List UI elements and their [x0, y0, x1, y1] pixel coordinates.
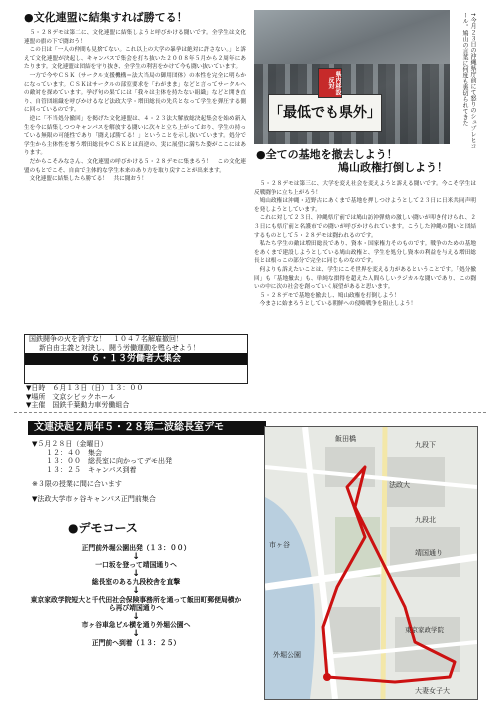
course-step: 東京家政学院短大と千代田社会保険事務所を通って飯田町郵便局横から再び靖国通りへ: [30, 595, 242, 613]
article-title-bunka-renmei: ●文化連盟に結集すれば勝てる！: [24, 11, 188, 24]
route-start-marker: [323, 673, 331, 681]
paragraph: 文化連盟に結集したら勝てる！ 共に闘おう！: [29, 176, 148, 183]
photo-sign-small: 県内移設反対: [318, 68, 342, 98]
map-label: 飯田橋: [335, 435, 356, 443]
paragraph: だからこそみなさん、文化連盟の呼びかける５・２８デモに集まろう！ この文化連盟のもとでこそ、自由で主体的な学生本来のあり方を取り戻すことが出来ます。: [24, 158, 246, 174]
article-body-kichi: [254, 180, 476, 372]
map-label: 東京家政学院: [405, 626, 444, 634]
paragraph: ５・２８デモは第二に、文化連盟に結集しようと呼びかける闘いです。全学生は文化連盟の旗の下で闘おう！: [24, 30, 246, 45]
map-label: 靖国通り: [415, 549, 443, 557]
moat-water: [265, 497, 315, 699]
article-title-kichi-line1: ●全ての基地を撤去しよう！: [256, 148, 398, 161]
notice-place: ▼場所 文京シビックホール: [26, 392, 115, 401]
photo-caption: ↑今月２３日の沖縄県庁前にて怒りのシュプレヒコール。鳩山の言葉に何度も裏切られてきた: [461, 12, 476, 150]
paragraph: 逆に「不当処分撤回」を掲げた文化連盟は、４・２３法大解放総決起集会を始め新入生を今に結集しつつキャンパスを解放する闘いに次々と立ち上がっており、学生の持っている無限の可能性であり「闘えば勝てる！」ということを示し抜いています。処分で学生から主体性を奪う増田総長やＣＳＫとは真逆の、実に展望に満ちた姿がここにはあります。: [24, 115, 246, 157]
paragraph: 今まさに始まろうとしている朝鮮への侵略戦争を阻止しよう！: [259, 301, 417, 308]
down-arrow-icon: ↓: [132, 568, 140, 579]
course-step: 市ヶ谷車急ビル横を通り外堀公園へ: [81, 621, 191, 630]
paragraph: 何よりも訴えたいことは、学生にこそ世界を変える力があるということです。「処分撤回」も「基地撤去」も、単純な損得を超えた人間らしいラジカルな闘いであり、この闘いの中に次の社会を創っていく展望があると思います。: [254, 266, 476, 291]
course-step: 正門前外堀公園出発（１３：００）: [81, 544, 191, 552]
course-steps: [30, 544, 242, 647]
map-label: 外堀公園: [273, 651, 301, 659]
demo-date: ▼５月２８日（金曜日）: [32, 440, 108, 448]
down-arrow-icon: ↓: [132, 611, 140, 622]
notice-details: [26, 384, 246, 410]
notice-line1: 国鉄闘争の火を消すな！ １０４７名解雇撤回！: [29, 335, 183, 343]
paragraph: ５・２８デモは第三に、大学を変え社会を変えようと訴える闘いです。今こそ学生は反戦闘争に立ち上がろう！: [254, 181, 476, 196]
down-arrow-icon: ↓: [132, 628, 140, 639]
paragraph: 私たち学生の敵は増田総長であり、資本・国家権力そのものです。戦争のための基地をあくまで建設しようとしている鳩山政権と、学生を処分し資本の利益を与える増田総長とは根っこの部分で完全に同じものなのです。: [254, 241, 476, 265]
paragraph: 一方で今やＣＳＫ（サークル支援機構＝法大当局の御用団体）の本性を完全に明らかになっています。ＣＳＫはサークルの部室要求を「わがまま」などと言ってサークルへの敵対を探めています。挙げ句の果てには「我々は主体を持たない組織」などと開き直り、自管団組織を呼びかけるなど法政大学・増田総長の先兵となって学生を弾圧する側に回っているのです。: [24, 72, 246, 114]
schedule-item: １２：４０ 集会: [46, 448, 102, 457]
paragraph: 鳩山政権は沖縄・辺野古にあくまで基地を押しつけようとして２３日に日米共同声明を発しようとしています。: [254, 198, 476, 213]
map-svg: [265, 427, 477, 699]
demo-route-map: [264, 426, 478, 700]
schedule-item: １３：２５ キャンパス到着: [46, 465, 137, 474]
map-label: 市ヶ谷: [269, 541, 290, 549]
map-label: 九段下: [415, 441, 436, 449]
demo-note: ※３限の授業に間に合います: [32, 480, 122, 489]
protest-photo: [254, 10, 450, 144]
notice-line2: 新自由主義と対決し、闘う労働運動を甦らせよう！: [39, 344, 200, 352]
notice-date: ▼日時 ６月１３日（日）１３：００: [26, 384, 144, 392]
map-label: 法政大: [389, 481, 410, 489]
paragraph: この日は「一人の仲間も見捨てない。これ以上の大学の暴挙は絶対に許さない。」と訴えて文化連盟が決起し、キャンパスで集会を打ち抜いた２００８年５月から２周年にあたります。文化連盟は団結を守り抜き、全学生の利害をかけて今も闘い抜いています。: [24, 47, 246, 71]
paragraph: これに対して２３日、沖縄県庁前では鳩山訪沖弾劾の激しい闘いが叩き付けられ、２３日にも県庁前と名護市での闘いが呼びかけられています。こうした沖縄の闘いと団結するものとして５・２８デモは闘われるのです。: [254, 215, 476, 239]
demo-banner: 文連決起２周年５・２８第二波総長室デモ: [28, 421, 266, 435]
map-label: 九段北: [415, 516, 436, 524]
map-block: [325, 447, 375, 487]
down-arrow-icon: ↓: [132, 551, 140, 562]
demo-location: ▼法政大学市ヶ谷キャンパス正門前集合: [32, 494, 156, 503]
map-block: [335, 517, 380, 577]
course-title: ●デモコース: [68, 521, 138, 535]
course-step: 総長室のある九段校舎を直撃: [91, 578, 181, 587]
article-title-kichi-line2: 鳩山政権打倒しよう！: [338, 161, 448, 174]
article-body-bunka-renmei: [24, 29, 246, 330]
demo-schedule: [32, 440, 247, 504]
course-step: 正門前へ到着（１３：２５）: [91, 638, 181, 647]
photo-sign-main: 「最低でも県外」: [268, 94, 382, 132]
notice-host: ▼主催 国鉄千葉動力車労働組合: [26, 401, 130, 410]
paragraph: ５・２８デモで基地を撤去し、鳩山政権を打倒しよう！: [259, 292, 400, 299]
course-step: 一口坂を登って靖国通りへ: [95, 561, 177, 570]
map-block: [325, 607, 380, 652]
rally-notice: [24, 334, 248, 384]
notice-title-bar: ６・１３労働者大集会: [25, 353, 247, 365]
section-divider: [14, 412, 486, 413]
map-label: 大妻女子大: [415, 687, 450, 695]
schedule-item: １３：００ 総長室に向かってデモ出発: [46, 457, 172, 466]
down-arrow-icon: ↓: [132, 585, 140, 596]
